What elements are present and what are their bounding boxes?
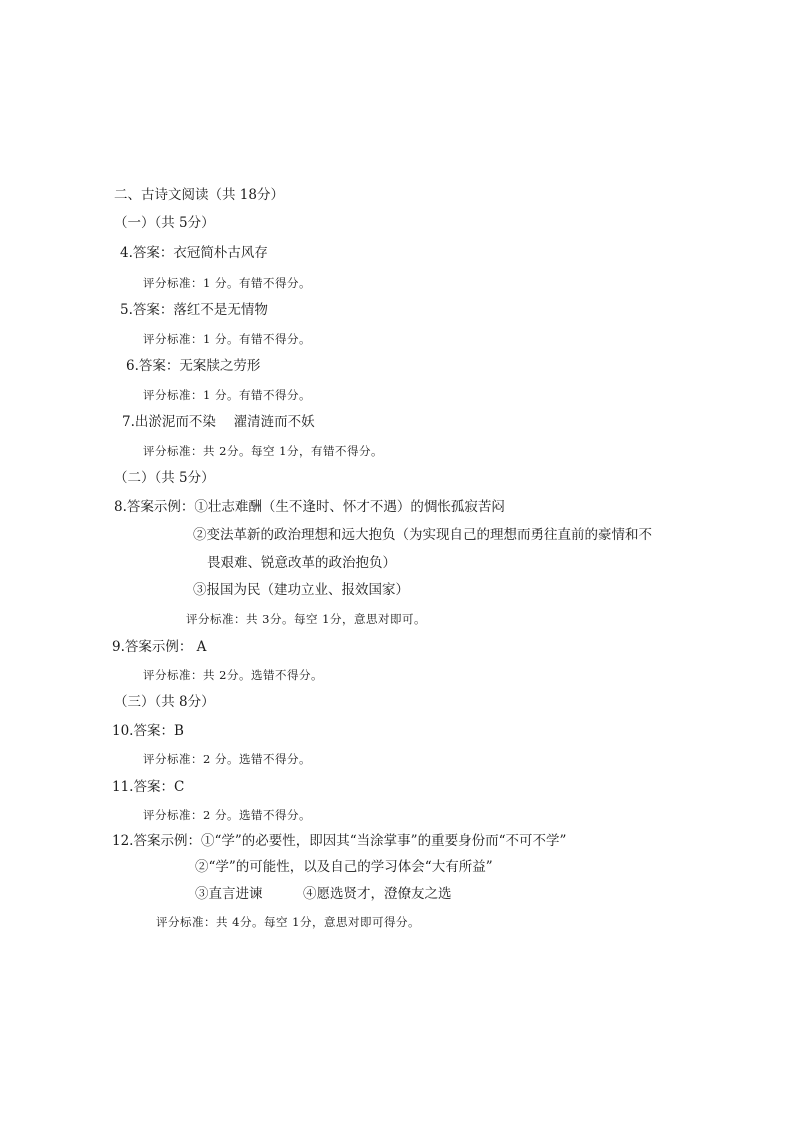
q8-answer-line-1: 8.答案示例：①壮志难酬（生不逢时、怀才不遇）的惆怅孤寂苦闷 — [114, 499, 505, 515]
q9-score: 评分标准：共 2分。选错不得分。 — [143, 668, 323, 682]
q4-score: 评分标准：1 分。有错不得分。 — [143, 276, 311, 290]
q4-answer: 4.答案：衣冠简朴古风存 — [120, 245, 268, 261]
q12-answer-line-2: ②“学”的可能性，以及自己的学习体会“大有所益” — [195, 859, 493, 875]
part-1-header: （一）（共 5分） — [114, 215, 215, 231]
q8-answer-line-4: ③报国为民（建功立业、报效国家） — [193, 582, 409, 598]
q7-answer: 7.出淤泥而不染 濯清涟而不妖 — [122, 414, 315, 430]
q10-score: 评分标准：2 分。选错不得分。 — [143, 752, 311, 766]
q8-answer-line-3: 畏艰难、锐意改革的政治抱负） — [207, 555, 396, 571]
q5-answer: 5.答案：落红不是无情物 — [120, 302, 268, 318]
q11-answer: 11.答案：C — [112, 779, 185, 795]
q12-answer-line-1: 12.答案示例：①“学”的必要性，即因其“当涂掌事”的重要身份而“不可不学” — [112, 833, 567, 849]
part-3-header: （三）（共 8分） — [114, 694, 215, 710]
part-2-header: （二）（共 5分） — [114, 470, 215, 486]
q12-score: 评分标准：共 4分。每空 1分，意思对即可得分。 — [156, 915, 420, 929]
q12-answer-line-3: ③直言进谏 ④愿选贤才，澄僚友之选 — [195, 886, 452, 902]
q8-answer-line-2: ②变法革新的政治理想和远大抱负（为实现自己的理想而勇往直前的豪情和不 — [193, 527, 652, 543]
q6-answer: 6.答案：无案牍之劳形 — [126, 358, 261, 374]
q8-score: 评分标准：共 3分。每空 1分，意思对即可。 — [186, 612, 426, 626]
q9-answer: 9.答案示例： A — [112, 639, 207, 655]
section-title: 二、古诗文阅读（共 18分） — [114, 187, 284, 203]
q11-score: 评分标准：2 分。选错不得分。 — [143, 808, 311, 822]
q6-score: 评分标准：1 分。有错不得分。 — [143, 388, 311, 402]
q7-score: 评分标准：共 2分。每空 1分，有错不得分。 — [143, 444, 383, 458]
q10-answer: 10.答案：B — [112, 723, 184, 739]
q5-score: 评分标准：1 分。有错不得分。 — [143, 332, 311, 346]
